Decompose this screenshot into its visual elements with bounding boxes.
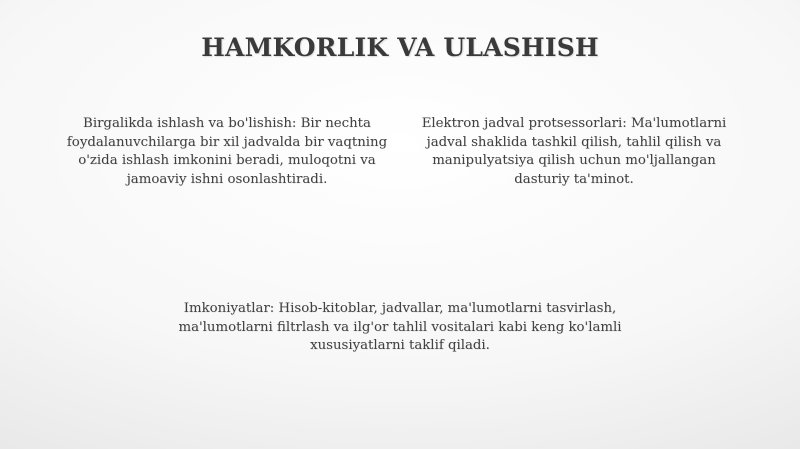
spreadsheet-processors-text-block: Elektron jadval protsessorlari: Ma'lumotlarni jadval shaklida tashkil qilish, tahlil qilish va manipulyatsiya qilish uchun mo'ljallangan dasturiy ta'minot. <box>421 116 727 187</box>
slide-title: HAMKORLIK VA ULASHISH <box>201 33 599 62</box>
collaboration-text-block: Birgalikda ishlash va bo'lishish: Bir nechta foydalanuvchilarga bir xil jadvalda bir vaqtning o'zida ishlash imkonini beradi, muloqotni va jamoaviy ishni osonlashtiradi. <box>66 116 388 187</box>
capabilities-text-block: Imkoniyatlar: Hisob-kitoblar, jadvallar, ma'lumotlarni tasvirlash, ma'lumotlarni filtrlash va ilg'or tahlil vositalari kabi keng ko'lamli xususiyatlarni taklif qiladi. <box>178 301 622 353</box>
